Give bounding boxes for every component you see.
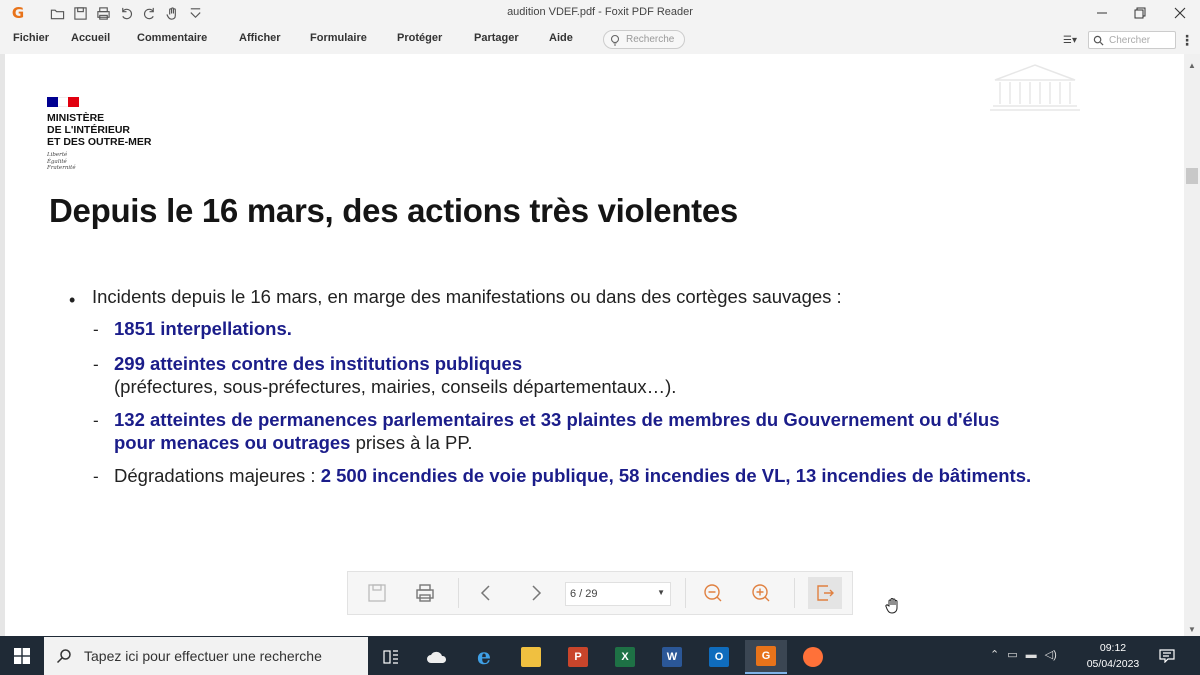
foxit-logo-icon[interactable]: G xyxy=(11,4,25,22)
weather-cloud-icon[interactable] xyxy=(416,640,458,674)
scroll-down-arrow-icon[interactable]: ▼ xyxy=(1188,624,1196,634)
save-icon[interactable] xyxy=(364,580,390,606)
task-view-icon[interactable] xyxy=(370,640,412,674)
title-bar xyxy=(0,0,1200,26)
window-title: audition VDEF.pdf - Foxit PDF Reader xyxy=(507,6,693,18)
file-explorer-icon[interactable] xyxy=(510,640,552,674)
find-toolbar xyxy=(1056,31,1176,49)
motto-liberte: Liberté xyxy=(47,152,68,158)
item-permanences-bold: pour menaces ou outrages xyxy=(114,432,351,453)
network-icon[interactable]: ▭ xyxy=(1007,649,1018,661)
dash-4: - xyxy=(93,467,99,486)
clock-date: 05/04/2023 xyxy=(1086,658,1140,670)
vertical-scrollbar[interactable] xyxy=(1184,54,1200,636)
more-options-icon[interactable]: ⋮ xyxy=(1180,31,1194,48)
menu-bar xyxy=(0,28,1200,52)
menu-fichier[interactable]: Fichier xyxy=(13,32,50,44)
customize-chevron-icon[interactable] xyxy=(186,4,205,22)
print-icon[interactable] xyxy=(94,4,113,22)
menu-formulaire[interactable]: Formulaire xyxy=(310,32,367,44)
slide-title: Depuis le 16 mars, des actions très violentes xyxy=(49,192,738,229)
toolbar-separator xyxy=(458,578,459,608)
zoom-in-icon[interactable] xyxy=(748,580,774,606)
advanced-search-button[interactable]: ☰▾ xyxy=(1063,34,1077,46)
taskbar-clock[interactable] xyxy=(1078,640,1148,672)
ministry-line-1: MINISTÈRE xyxy=(47,112,105,124)
taskbar-search-input[interactable] xyxy=(44,637,368,675)
item-degradations-label: Dégradations majeures : xyxy=(114,465,321,486)
bullet-dot-icon: • xyxy=(69,290,76,310)
item-permanences-line1: 132 atteintes de permanences parlementaires et 33 plaintes de membres du Gouvernement ou d'élus xyxy=(114,409,1000,430)
hand-tool-icon[interactable] xyxy=(163,4,182,22)
restore-button[interactable] xyxy=(1120,0,1160,26)
item-institutions: 299 atteintes contre des institutions publiques xyxy=(114,353,523,374)
close-button[interactable] xyxy=(1160,0,1200,26)
hand-cursor-icon xyxy=(885,597,901,615)
menu-partager[interactable]: Partager xyxy=(474,32,519,44)
pdf-page xyxy=(0,54,1184,636)
command-search-input[interactable] xyxy=(603,30,685,49)
system-tray xyxy=(990,648,1057,661)
toolbar-separator xyxy=(685,578,686,608)
assemblee-watermark-icon xyxy=(985,60,1085,115)
minimize-button[interactable] xyxy=(1082,0,1122,26)
french-flag-logo xyxy=(47,97,79,107)
main-bullet: Incidents depuis le 16 mars, en marge des manifestations ou dans des cortèges sauvages : xyxy=(92,286,842,307)
scroll-up-arrow-icon[interactable]: ▲ xyxy=(1188,60,1196,70)
dash-2: - xyxy=(93,355,99,374)
find-placeholder: Chercher xyxy=(1109,34,1151,46)
powerpoint-icon[interactable]: P xyxy=(557,640,599,674)
previous-page-icon[interactable] xyxy=(473,580,499,606)
open-folder-icon[interactable] xyxy=(48,4,67,22)
search-icon xyxy=(56,648,72,664)
word-icon[interactable]: W xyxy=(651,640,693,674)
lightbulb-icon xyxy=(609,34,621,46)
ministry-line-2: DE L'INTÉRIEUR xyxy=(47,124,131,136)
dash-3: - xyxy=(93,411,99,430)
quick-access-toolbar xyxy=(48,4,205,22)
volume-icon[interactable]: ◁) xyxy=(1044,649,1057,661)
menu-aide[interactable]: Aide xyxy=(549,32,573,44)
save-icon[interactable] xyxy=(71,4,90,22)
undo-icon[interactable] xyxy=(117,4,136,22)
find-input[interactable] xyxy=(1088,31,1176,49)
item-degradations-values: 2 500 incendies de voie publique, 58 incendies de VL, 13 incendies de bâtiments. xyxy=(320,465,1032,486)
ministry-name xyxy=(47,112,151,148)
excel-icon[interactable]: X xyxy=(604,640,646,674)
menu-proteger[interactable]: Protéger xyxy=(397,32,443,44)
windows-start-icon[interactable] xyxy=(0,636,44,675)
foxit-reader-taskbar-icon[interactable]: G xyxy=(745,640,787,674)
next-page-icon[interactable] xyxy=(523,580,549,606)
exit-fullscreen-icon[interactable] xyxy=(808,577,842,609)
outlook-icon[interactable]: O xyxy=(698,640,740,674)
taskbar-search-placeholder: Tapez ici pour effectuer une recherche xyxy=(84,648,322,664)
menu-accueil[interactable]: Accueil xyxy=(71,32,111,44)
caret-down-icon: ▼ xyxy=(657,588,665,597)
edge-browser-icon[interactable]: e xyxy=(477,644,491,670)
print-icon[interactable] xyxy=(412,580,438,606)
firefox-icon[interactable] xyxy=(792,640,834,674)
command-search-placeholder: Recherche xyxy=(626,34,675,45)
chevron-up-icon[interactable]: ⌃ xyxy=(990,649,1000,661)
zoom-out-icon[interactable] xyxy=(700,580,726,606)
scrollbar-thumb[interactable] xyxy=(1186,168,1198,184)
page-indicator: 6 / 29 xyxy=(570,588,598,600)
page-number-select[interactable] xyxy=(565,582,671,606)
item-degradations xyxy=(114,464,1031,487)
motto-egalite: Égalité xyxy=(47,158,67,165)
item-permanences-line2 xyxy=(114,431,472,454)
clock-time: 09:12 xyxy=(1099,642,1127,654)
ministry-line-3: ET DES OUTRE-MER xyxy=(47,136,152,148)
notification-icon[interactable] xyxy=(1156,646,1178,666)
item-institutions-detail: (préfectures, sous-préfectures, mairies, conseils départementaux…). xyxy=(114,376,677,397)
item-interpellations: 1851 interpellations. xyxy=(114,318,292,339)
item-permanences-plain: prises à la PP. xyxy=(350,432,473,453)
redo-icon[interactable] xyxy=(140,4,159,22)
republic-motto xyxy=(47,152,76,172)
dash-1: - xyxy=(93,320,99,339)
menu-afficher[interactable]: Afficher xyxy=(239,32,281,44)
toolbar-separator xyxy=(794,578,795,608)
search-icon xyxy=(1093,35,1104,46)
page-left-border xyxy=(0,54,5,636)
menu-commentaire[interactable]: Commentaire xyxy=(137,32,208,44)
battery-icon[interactable]: ▬ xyxy=(1025,648,1037,661)
motto-fraternite: Fraternité xyxy=(47,165,76,171)
